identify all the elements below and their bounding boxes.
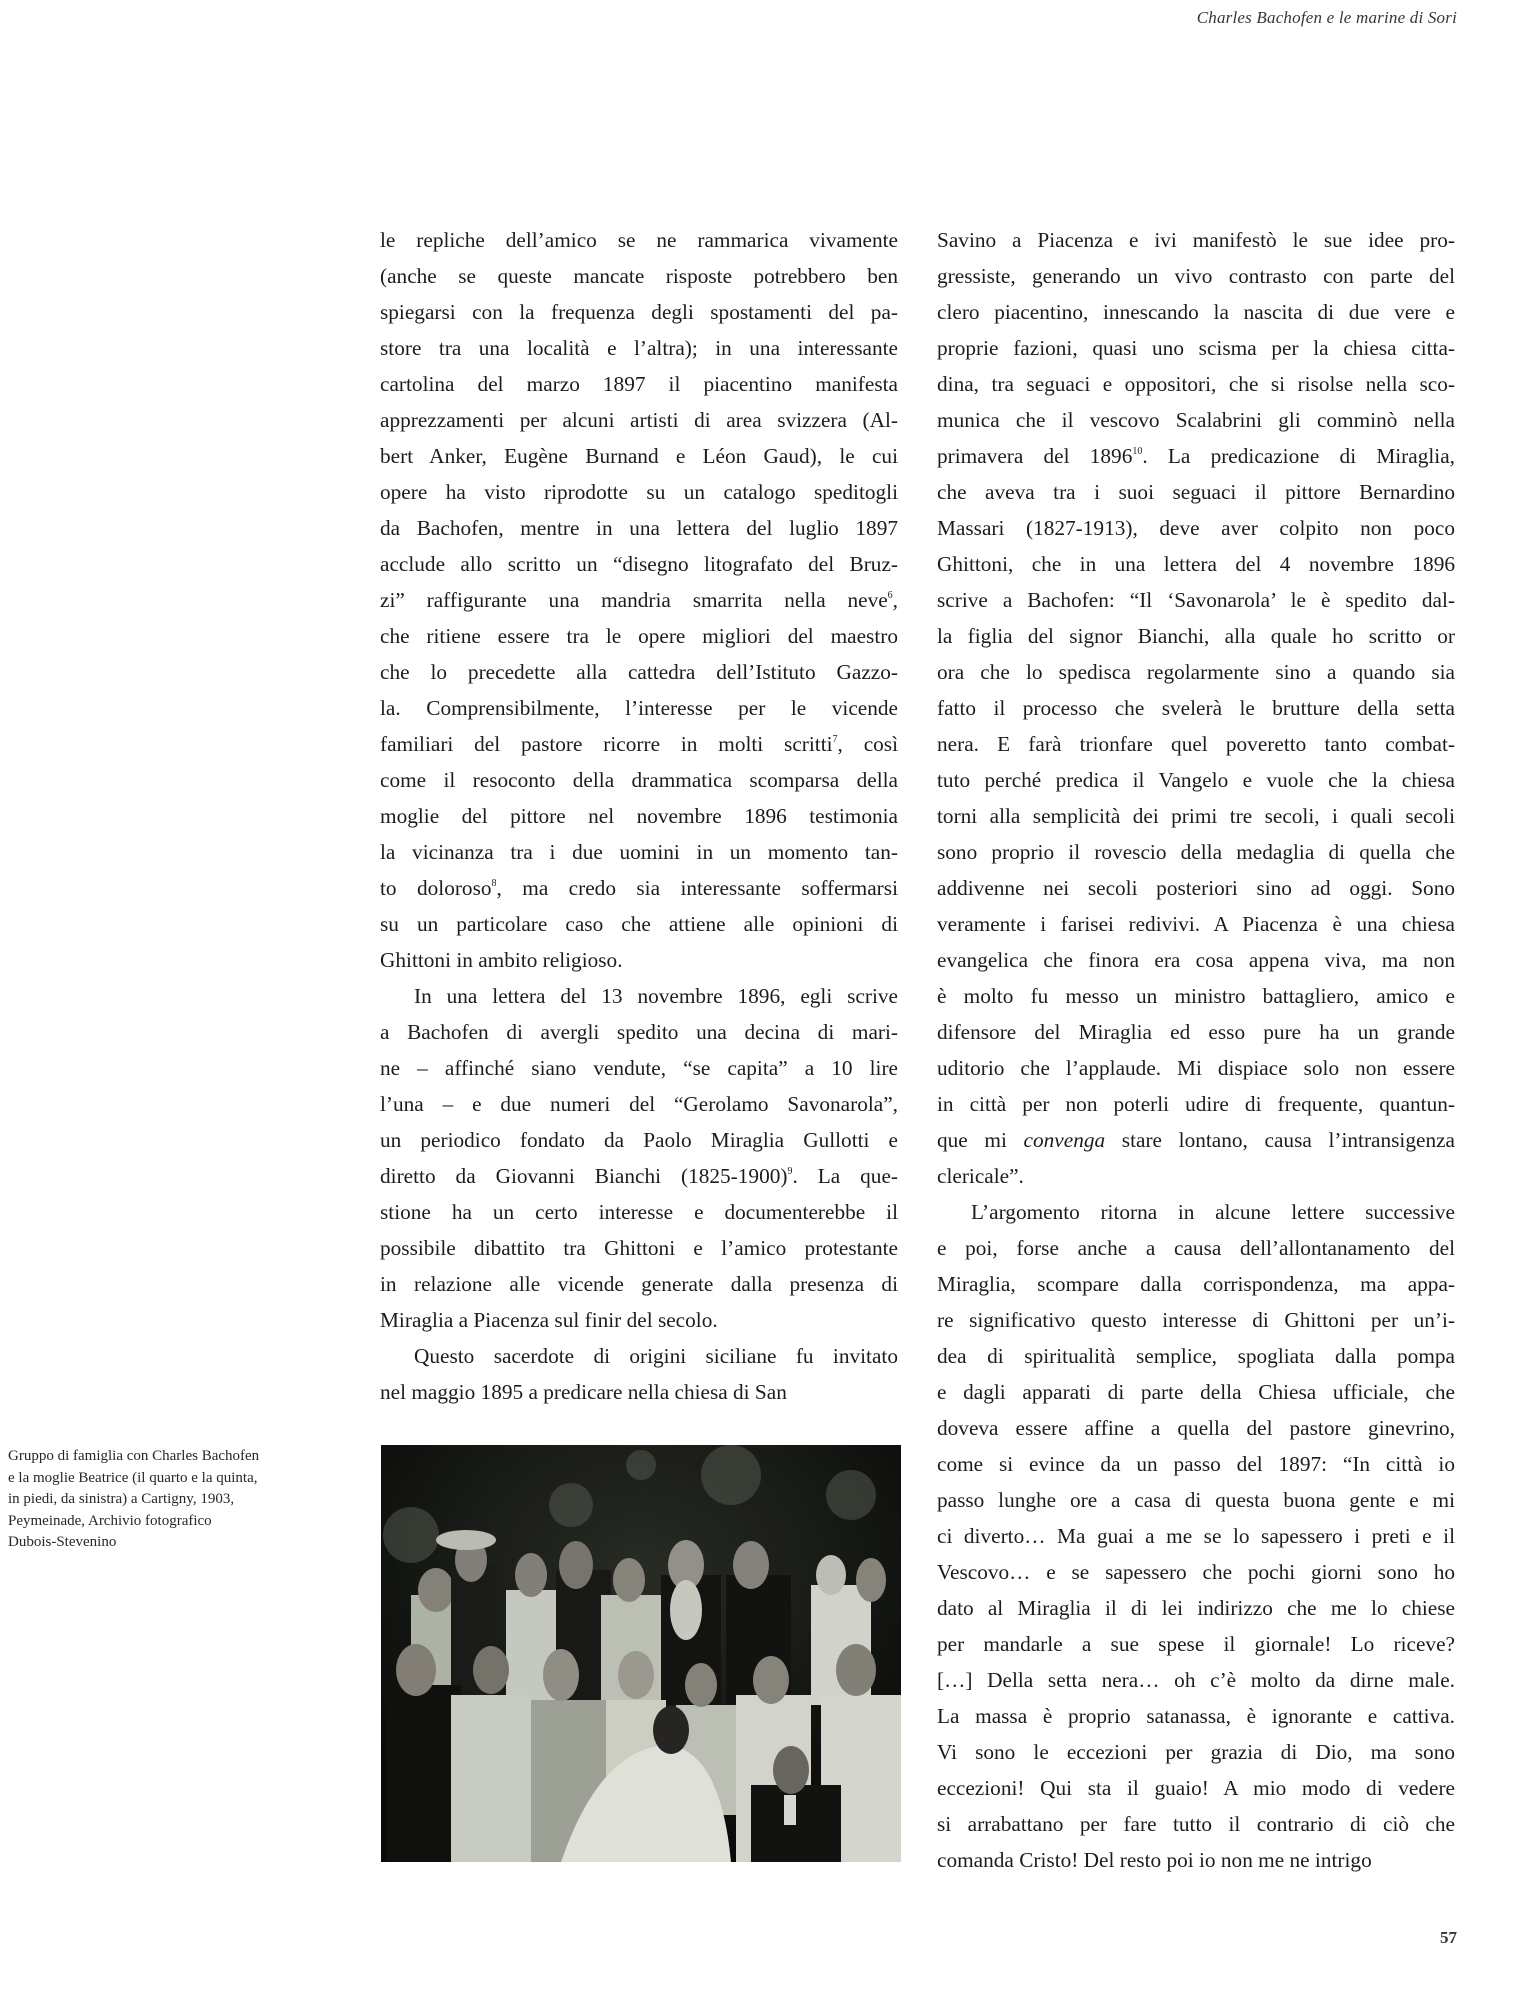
right-column-text-line: in città per non poterli udire di frequente, quantun-: [937, 1092, 1455, 1116]
right-column-text-line: re significativo questo interesse di Ghittoni per un’i-: [937, 1308, 1455, 1332]
right-column-text-line: sono proprio il rovescio della medaglia di quella che: [937, 840, 1455, 864]
footnote-marker[interactable]: 7: [832, 734, 838, 745]
right-column-text-line: uditorio che l’applaude. Mi dispiace solo non essere: [937, 1056, 1455, 1080]
footnote-marker[interactable]: 10: [1132, 446, 1143, 457]
left-column-text-line: spiegarsi con la frequenza degli spostamenti del pa-: [380, 300, 898, 324]
right-column-text-line: Ghittoni, che in una lettera del 4 novembre 1896: [937, 552, 1455, 576]
right-column-text-line: nera. E farà trionfare quel poveretto tanto combat-: [937, 732, 1455, 756]
left-column-text-line: Miraglia a Piacenza sul finir del secolo.: [380, 1308, 718, 1332]
left-column-text-line: (anche se queste mancate risposte potrebbero ben: [380, 264, 898, 288]
right-column-text-line: ora che lo spedisca regolarmente sino a quando sia: [937, 660, 1455, 684]
right-column-text-line: e dagli apparati di parte della Chiesa ufficiale, che: [937, 1380, 1455, 1404]
right-column-text-line: Miraglia, scompare dalla corrispondenza, ma appa-: [937, 1272, 1455, 1296]
right-column-text-line: dea di spiritualità semplice, spogliata dalla pompa: [937, 1344, 1455, 1368]
left-column-text-line: nel maggio 1895 a predicare nella chiesa di San: [380, 1380, 787, 1404]
right-column-text-line: comanda Cristo! Del resto poi io non me ne intrigo: [937, 1848, 1372, 1872]
caption-line: Peymeinade, Archivio fotografico: [8, 1512, 212, 1529]
left-column-text-line: In una lettera del 13 novembre 1896, egli scrive: [414, 984, 898, 1008]
left-column-text-line: che lo precedette alla cattedra dell’Istituto Gazzo-: [380, 660, 898, 684]
left-column-text-line: zi” raffigurante una mandria smarrita nella neve$^6$,: [380, 588, 898, 612]
right-column-text-line: proprie fazioni, quasi uno scisma per la chiesa citta-: [937, 336, 1455, 360]
caption-line: in piedi, da sinistra) a Cartigny, 1903,: [8, 1491, 235, 1507]
right-column-text-line: Massari (1827-1913), deve aver colpito non poco: [937, 516, 1455, 540]
right-column-text-line: doveva essere affine a quella del pastore ginevrino,: [937, 1416, 1455, 1440]
left-column-text-line: cartolina del marzo 1897 il piacentino manifesta: [380, 372, 898, 396]
caption-line: Dubois-Stevenino: [8, 1534, 117, 1550]
right-column-text-line: clericale”.: [937, 1164, 1024, 1188]
right-column-text-line: e poi, forse anche a causa dell’allontanamento del: [937, 1236, 1455, 1260]
left-column-text-line: stione ha un certo interesse e documenterebbe il: [380, 1200, 898, 1224]
left-column-text-line: moglie del pittore nel novembre 1896 testimonia: [380, 804, 898, 828]
right-column-text-line: difensore del Miraglia ed esso pure ha un grande: [937, 1020, 1455, 1044]
left-column-text-line: apprezzamenti per alcuni artisti di area svizzera (Al-: [380, 408, 898, 432]
left-column-text-line: familiari del pastore ricorre in molti scritti$^7$, così: [380, 732, 898, 756]
left-column-text-line: la vicinanza tra i due uomini in un momento tan-: [380, 840, 898, 864]
right-column-text-line: clero piacentino, innescando la nascita di due vere e: [937, 300, 1455, 324]
footnote-marker[interactable]: 8: [491, 878, 497, 889]
running-head-title: Charles Bachofen e le marine di Sori: [1196, 8, 1457, 27]
right-column-text-line: dina, tra seguaci e oppositori, che si risolse nella sco-: [937, 372, 1455, 396]
right-column-text-line: tuto perché predica il Vangelo e vuole che la chiesa: [937, 768, 1455, 792]
left-column-text-line: su un particolare caso che attiene alle opinioni di: [380, 912, 898, 936]
right-column-text-line: passo lunghe ore a casa di questa buona gente e mi: [937, 1488, 1455, 1512]
right-column-text-line: munica che il vescovo Scalabrini gli comminò nella: [937, 408, 1455, 432]
right-column-text-line: è molto fu messo un ministro battagliero, amico e: [937, 984, 1455, 1008]
right-column-text-line: fatto il processo che svelerà le brutture della setta: [937, 696, 1455, 720]
right-column-text-line: la figlia del signor Bianchi, alla quale ho scritto or: [937, 624, 1455, 648]
right-column-text-line: Savino a Piacenza e ivi manifestò le sue idee pro-: [937, 228, 1455, 252]
left-column-text-line: acclude allo scritto un “disegno litografato del Bruz-: [380, 552, 898, 576]
right-column-text-line: Vescovo… e se sapessero che pochi giorni sono ho: [937, 1560, 1455, 1584]
left-column-text-line: opere ha visto riprodotte su un catalogo speditogli: [380, 480, 898, 504]
footnote-marker[interactable]: 6: [887, 590, 893, 601]
right-column-text-line: dato al Miraglia il di lei indirizzo che me lo chiese: [937, 1596, 1455, 1620]
right-text-column: [937, 222, 1455, 1878]
right-column-text-line: torni alla semplicità dei primi tre secoli, i quali secoli: [937, 804, 1455, 828]
left-column-text-line: bert Anker, Eugène Burnand e Léon Gaud), le cui: [380, 444, 898, 468]
right-column-text-line: gressiste, generando un vivo contrasto con parte del: [937, 264, 1455, 288]
right-column-text-line: Vi sono le eccezioni per grazia di Dio, ma sono: [937, 1740, 1455, 1764]
right-column-text-line: eccezioni! Qui sta il guaio! A mio modo di vedere: [937, 1776, 1455, 1800]
left-column-text-line: a Bachofen di avergli spedito una decina di mari-: [380, 1020, 898, 1044]
right-column-text-line: La massa è proprio satanassa, è ignorante e cattiva.: [937, 1704, 1455, 1728]
left-column-text-line: come il resoconto della drammatica scomparsa della: [380, 768, 898, 792]
right-column-text-line: per mandarle a sue spese il giornale! Lo riceve?: [937, 1632, 1455, 1656]
photo-image: [381, 1445, 901, 1862]
right-column-text-line: si arrabattano per fare tutto il contrario di ciò che: [937, 1812, 1455, 1836]
left-column-text-line: Questo sacerdote di origini siciliane fu invitato: [414, 1344, 898, 1368]
left-column-text-line: Ghittoni in ambito religioso.: [380, 948, 623, 972]
footnote-marker[interactable]: 9: [787, 1166, 793, 1177]
page-number: 57: [1440, 1928, 1457, 1947]
family-group-photo: [381, 1445, 901, 1862]
left-column-text-line: l’una – e due numeri del “Gerolamo Savonarola”,: [380, 1092, 898, 1116]
left-column-text-line: la. Comprensibilmente, l’interesse per le vicende: [380, 696, 898, 720]
left-column-text-line: un periodico fondato da Paolo Miraglia Gullotti e: [380, 1128, 898, 1152]
left-column-text-line: le repliche dell’amico se ne rammarica vivamente: [380, 228, 898, 252]
photo-caption: [8, 1446, 348, 1554]
right-column-text-line: addivenne nei secoli posteriori sino ad oggi. Sono: [937, 876, 1455, 900]
right-column-text-line: L’argomento ritorna in alcune lettere successive: [971, 1200, 1455, 1224]
left-column-text-line: possibile dibattito tra Ghittoni e l’amico protestante: [380, 1236, 898, 1260]
right-column-text-line: que mi convenga stare lontano, causa l’intransigenza: [937, 1128, 1455, 1152]
caption-line: Gruppo di famiglia con Charles Bachofen: [8, 1448, 260, 1464]
right-column-text-line: […] Della setta nera… oh c’è molto da dirne male.: [937, 1668, 1455, 1692]
right-column-text-line: come si evince da un passo del 1897: “In città io: [937, 1452, 1455, 1476]
right-column-text-line: ci diverto… Ma guai a me se lo sapessero i preti e il: [937, 1524, 1455, 1548]
left-column-text-line: to doloroso$^8$, ma credo sia interessante soffermarsi: [380, 876, 898, 900]
caption-line: e la moglie Beatrice (il quarto e la quinta,: [8, 1469, 258, 1486]
left-column-text-line: in relazione alle vicende generate dalla presenza di: [380, 1272, 898, 1296]
left-column-text-line: store tra una località e l’altra); in una interessante: [380, 336, 898, 360]
right-column-text-line: evangelica che finora era cosa appena viva, ma non: [937, 948, 1455, 972]
right-column-text-line: scrive a Bachofen: “Il ‘Savonarola’ le è spedito dal-: [937, 588, 1455, 612]
left-column-text-line: che ritiene essere tra le opere migliori del maestro: [380, 624, 898, 648]
right-column-text-line: che aveva tra i suoi seguaci il pittore Bernardino: [937, 480, 1455, 504]
left-text-column: [380, 222, 898, 1410]
left-column-text-line: diretto da Giovanni Bianchi (1825-1900)$^9$. La que-: [380, 1164, 898, 1188]
left-column-text-line: da Bachofen, mentre in una lettera del luglio 1897: [380, 516, 898, 540]
right-column-text-line: primavera del 1896$^{10}$. La predicazione di Miraglia,: [937, 444, 1455, 468]
left-column-text-line: ne – affinché siano vendute, “se capita” a 10 lire: [380, 1056, 898, 1080]
right-column-text-line: veramente i farisei redivivi. A Piacenza è una chiesa: [937, 912, 1455, 936]
